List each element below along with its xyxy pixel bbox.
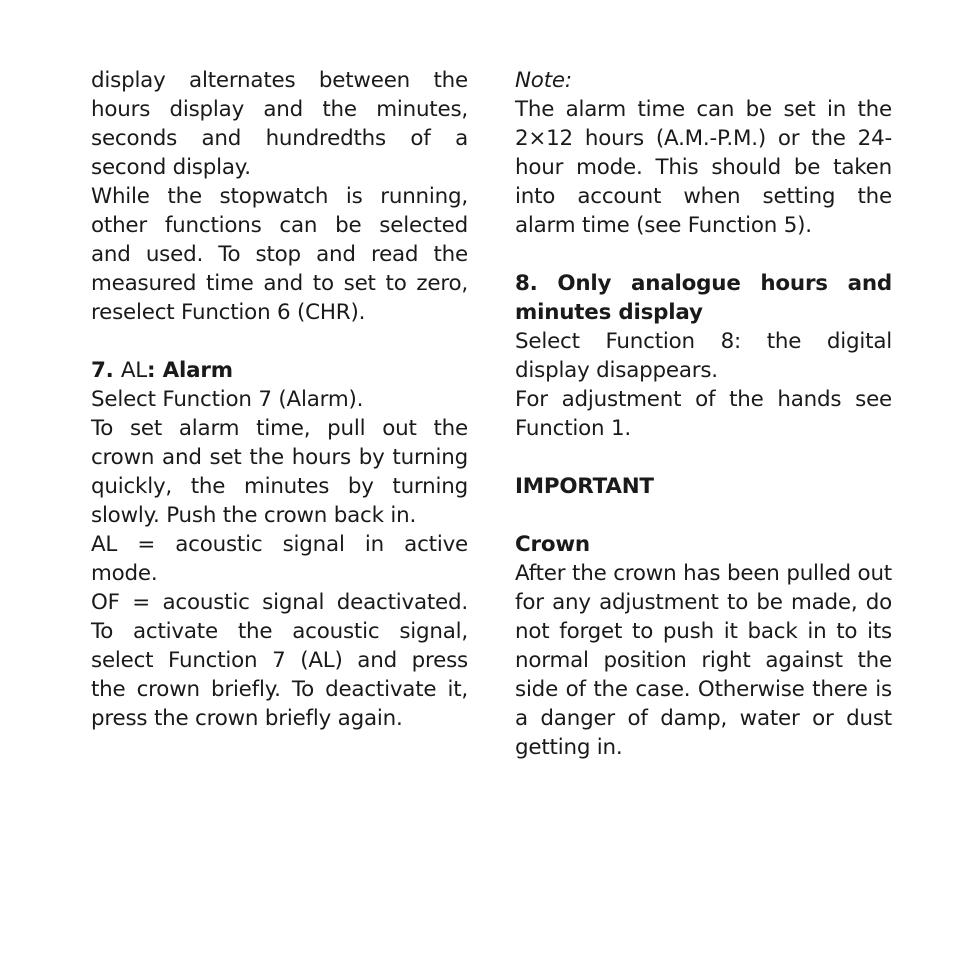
spacer: [515, 240, 892, 269]
section-7-heading: [91, 356, 468, 385]
spacer: [91, 327, 468, 356]
section-7-number: 7.: [91, 358, 114, 383]
al-definition-text: AL = acoustic signal in active mode.: [91, 532, 468, 586]
important-heading: IMPORTANT: [515, 474, 654, 499]
of-definition-text: OF = acoustic signal deactivated. To activate the acoustic signal, select Function 7 (AL) and press the crown briefly. To deactivate it, press the crown briefly again.: [91, 590, 468, 731]
section-8-heading: 8. Only analogue hours and minutes display: [515, 271, 892, 325]
crown-heading: Crown: [515, 532, 590, 557]
spacer: [515, 501, 892, 530]
select-function-8-text: Select Function 8: the digital display disappears.: [515, 329, 892, 383]
note-text: The alarm time can be set in the 2×12 hours (A.M.-P.M.) or the 24-hour mode. This should be taken into account when setting the alarm time (see Function 5).: [515, 97, 892, 238]
spacer: [515, 443, 892, 472]
set-alarm-text: To set alarm time, pull out the crown and set the hours by turning quickly, the minutes by turning slowly. Push the crown back in.: [91, 416, 468, 528]
hands-adjustment-text: For adjustment of the hands see Function 1.: [515, 387, 892, 441]
section-7-title: : Alarm: [147, 358, 233, 383]
intro-paragraph-1: display alternates between the hours display and the minutes, seconds and hundredths of a second display.: [91, 68, 468, 180]
crown-warning-text: After the crown has been pulled out for any adjustment to be made, do not forget to push it back in to its normal position right against the side of the case. Otherwise there is a danger of damp, water or dust getting in.: [515, 561, 892, 760]
right-column: [515, 66, 892, 762]
section-7-code: AL: [120, 358, 148, 383]
intro-paragraph-2: While the stopwatch is running, other functions can be selected and used. To stop and read the measured time and to set to zero, reselect Function 6 (CHR).: [91, 184, 468, 325]
select-function-7-text: Select Function 7 (Alarm).: [91, 387, 364, 412]
note-label: Note:: [515, 68, 572, 93]
left-column: [91, 66, 468, 733]
